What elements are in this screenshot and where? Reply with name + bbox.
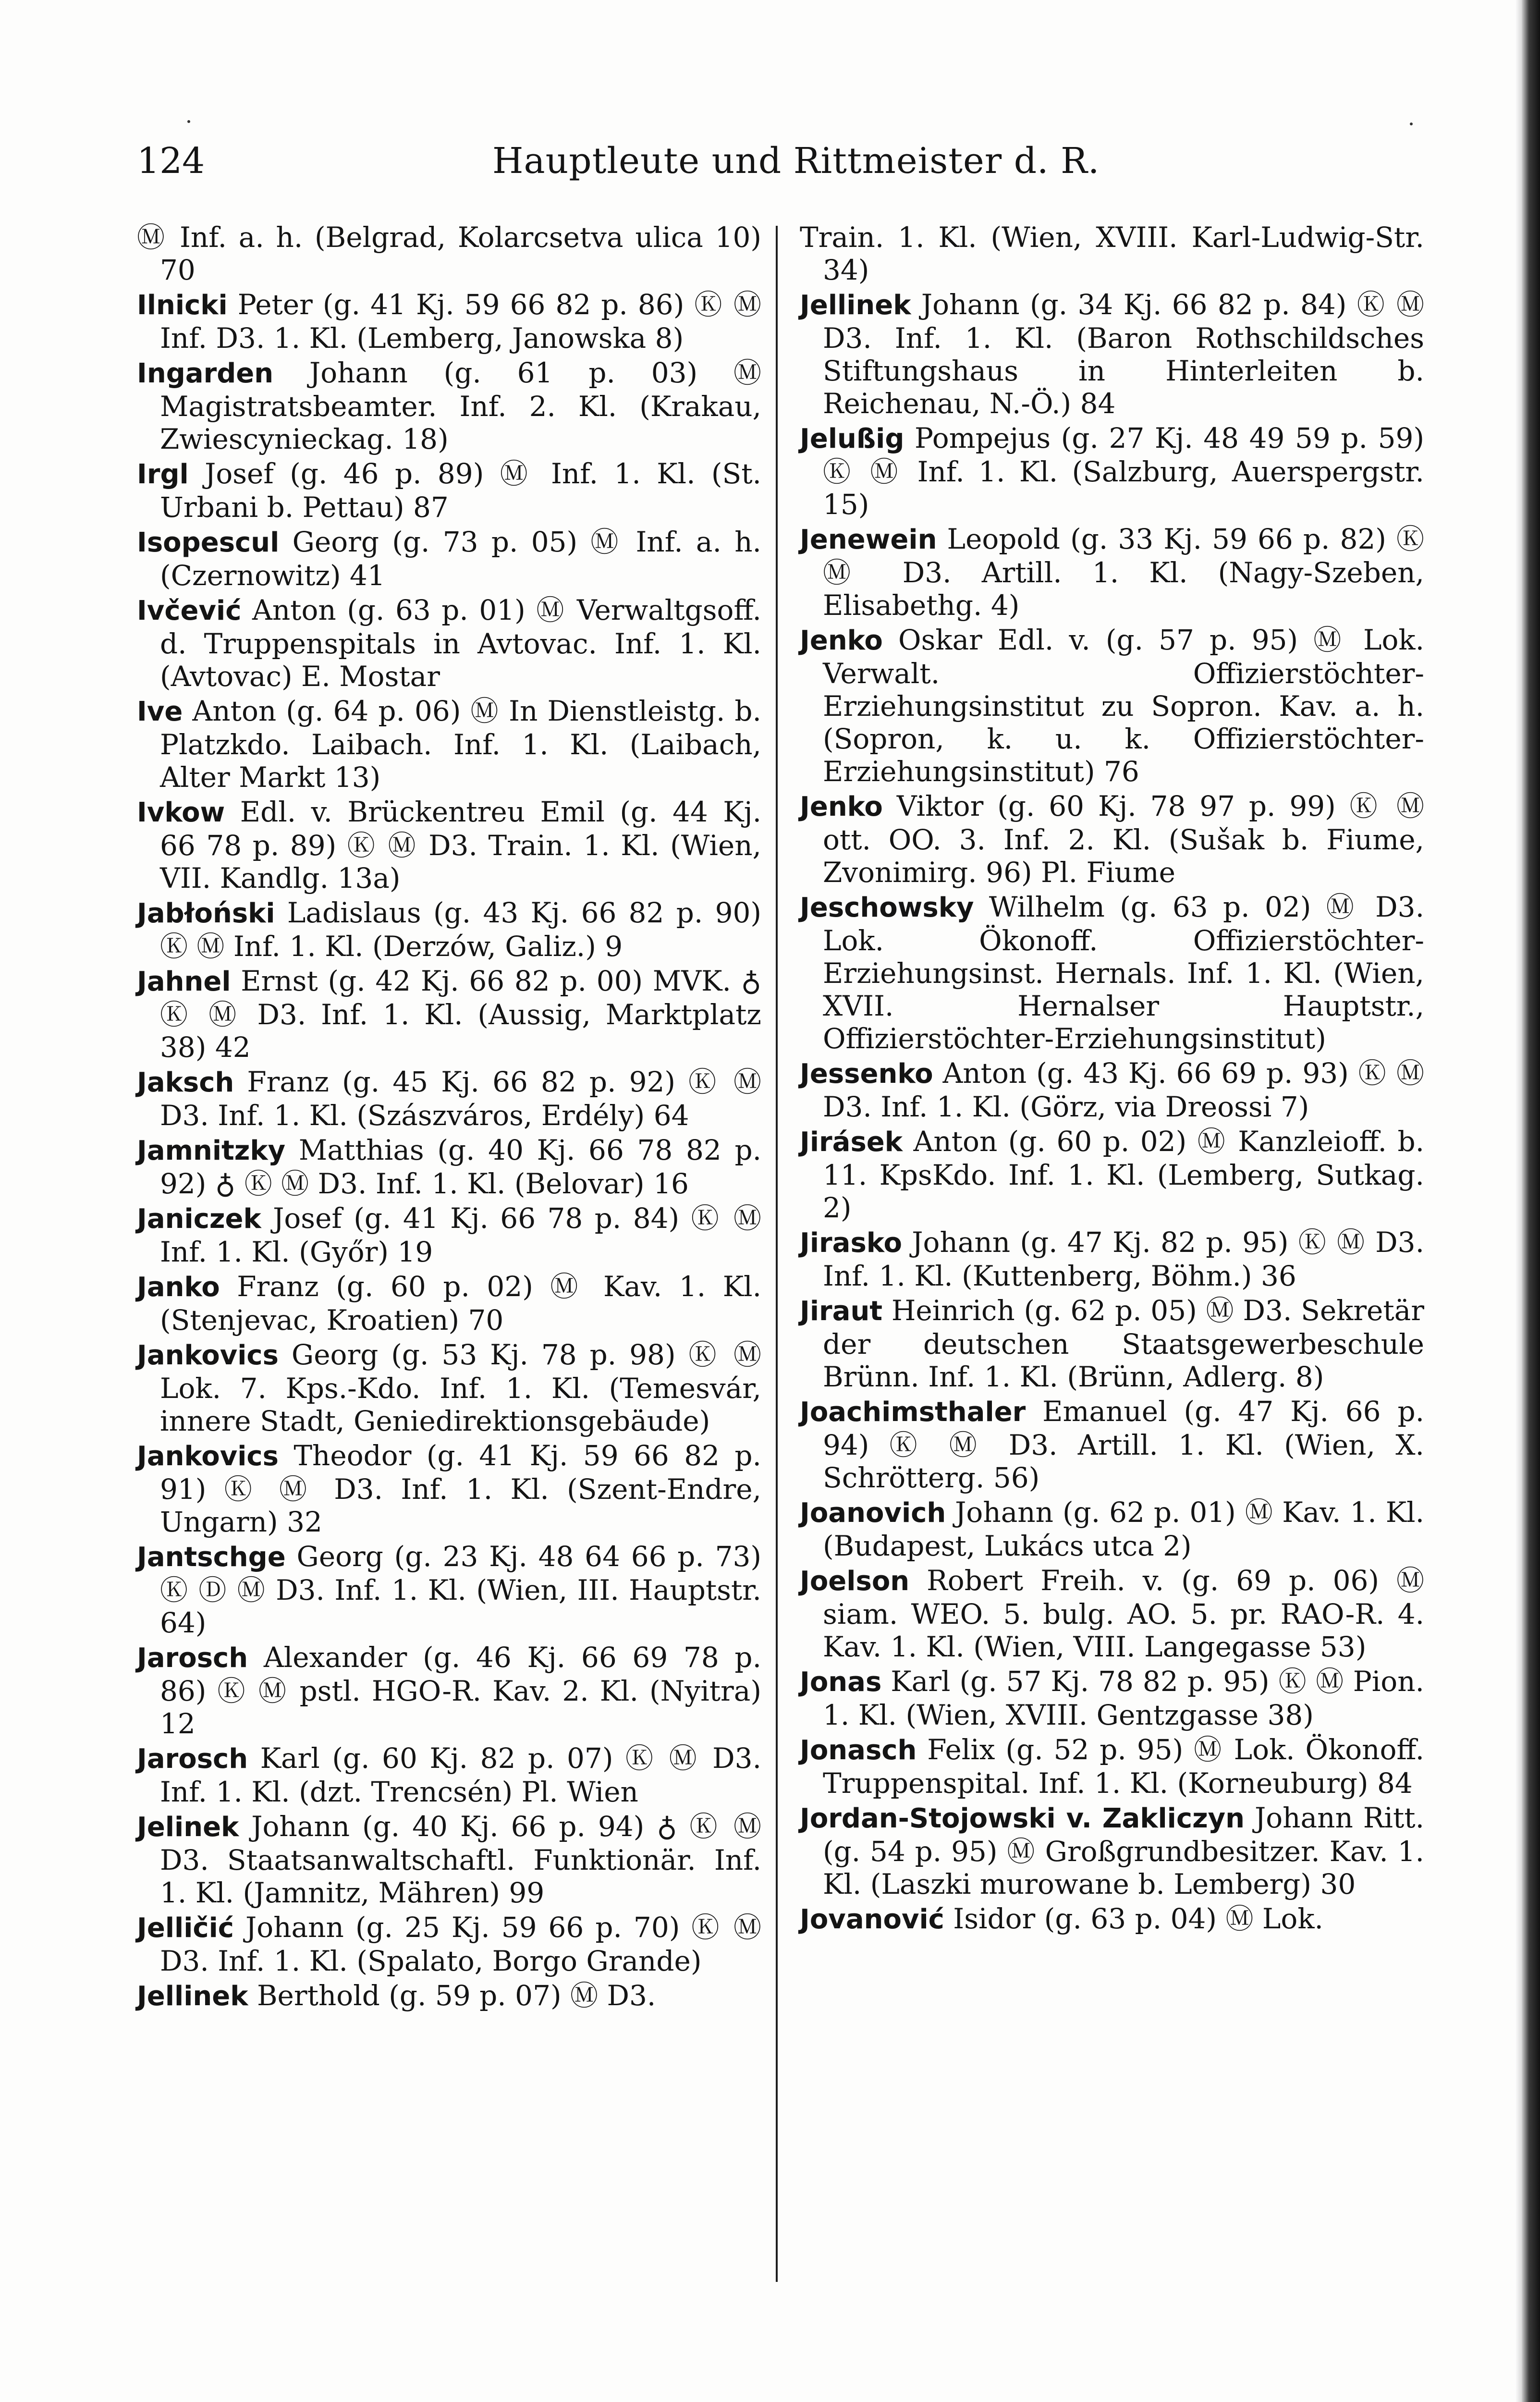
directory-entry (137, 526, 761, 592)
directory-entry (137, 1134, 761, 1200)
entry-details: Peter (g. 41 Kj. 59 66 82 p. 86) Ⓚ Ⓜ Inf. D3. 1. Kl. (Lemberg, Janowska 8) (160, 288, 761, 355)
entry-surname: Jonasch (800, 1735, 917, 1766)
directory-entry (137, 288, 761, 355)
entry-surname: Jonas (800, 1667, 882, 1698)
entry-surname: Jirasko (800, 1227, 902, 1259)
entry-details: Wilhelm (g. 63 p. 02) Ⓜ D3. Lok. Ökonoff. Offizierstöchter-Erziehungsinst. Hernals. Inf. 1. Kl. (Wien, XVII. Hernalser Hauptstr., Offizierstöchter-Erziehungsinstitut) (823, 891, 1425, 1055)
entry-surname: Jenko (800, 791, 883, 822)
directory-entry (800, 624, 1424, 788)
entry-details: Alexander (g. 46 Kj. 66 69 78 p. 86) Ⓚ Ⓜ pstl. HGO-R. Kav. 2. Kl. (Nyitra) 12 (160, 1641, 761, 1740)
entry-details: Edl. v. Brückentreu Emil (g. 44 Kj. 66 78 p. 89) Ⓚ Ⓜ D3. Train. 1. Kl. (Wien, VII. Kandlg. 13a) (160, 796, 762, 895)
entry-surname: Jarosch (137, 1642, 248, 1674)
entry-surname: Ive (137, 696, 183, 727)
left-column (137, 221, 761, 2015)
scan-speck (1410, 123, 1413, 125)
entry-surname: Jabłoński (137, 898, 275, 929)
entry-details: Anton (g. 60 p. 02) Ⓜ Kanzleioff. b. 11. KpsKdo. Inf. 1. Kl. (Lemberg, Sutkag. 2) (823, 1125, 1425, 1224)
directory-entry (137, 1641, 761, 1740)
entry-surname: Jellinek (137, 1981, 248, 2012)
directory-entry (137, 1979, 761, 2013)
entry-surname: Jaksch (137, 1067, 234, 1098)
directory-entry (137, 356, 761, 455)
page-number: 124 (137, 140, 205, 182)
entry-details: Johann (g. 47 Kj. 82 p. 95) Ⓚ Ⓜ D3. Inf. 1. Kl. (Kuttenberg, Böhm.) 36 (823, 1226, 1425, 1292)
directory-entry (800, 1733, 1424, 1800)
entry-surname: Ingarden (137, 358, 274, 389)
directory-entry (137, 1066, 761, 1132)
entry-surname: Jovanović (800, 1904, 944, 1935)
entry-surname: Jelličić (137, 1912, 234, 1944)
entry-details: Johann Ritt. (g. 54 p. 95) Ⓜ Großgrundbesitzer. Kav. 1. Kl. (Laszki murowane b. Lemberg) 30 (823, 1802, 1425, 1900)
directory-entry (800, 1294, 1424, 1393)
entry-surname: Jellinek (800, 290, 911, 321)
entry-details: Franz (g. 45 Kj. 66 82 p. 92) Ⓚ Ⓜ D3. Inf. 1. Kl. (Szászváros, Erdély) 64 (160, 1066, 761, 1132)
entry-details: Pompejus (g. 27 Kj. 48 49 59 p. 59) Ⓚ Ⓜ Inf. 1. Kl. (Salzburg, Auerspergstr. 15) (823, 422, 1424, 521)
entry-surname: Jelinek (137, 1812, 239, 1843)
entry-surname: Jeschowsky (800, 892, 974, 923)
entry-details: Anton (g. 43 Kj. 66 69 p. 93) Ⓚ Ⓜ D3. Inf. 1. Kl. (Görz, via Dreossi 7) (823, 1057, 1424, 1123)
entry-surname: Ivkow (137, 797, 225, 828)
entry-details: Theodor (g. 41 Kj. 59 66 82 p. 91) Ⓚ Ⓜ D3. Inf. 1. Kl. (Szent-Endre, Ungarn) 32 (160, 1439, 761, 1538)
directory-entry (800, 1226, 1424, 1292)
directory-entry (800, 1496, 1424, 1562)
entry-details: Emanuel (g. 47 Kj. 66 p. 94) Ⓚ Ⓜ D3. Artill. 1. Kl. (Wien, X. Schrötterg. 56) (823, 1395, 1425, 1494)
directory-entry (800, 288, 1424, 420)
directory-entry (137, 695, 761, 794)
directory-entry (800, 1395, 1424, 1494)
directory-entry (137, 796, 761, 895)
entry-surname: Jantschge (137, 1542, 286, 1573)
directory-entry (137, 1270, 761, 1336)
entry-surname: Ivčević (137, 595, 242, 626)
entry-surname: Jarosch (137, 1743, 248, 1775)
scan-speck (187, 120, 190, 123)
entry-details: Johann (g. 61 p. 03) Ⓜ Magistratsbeamter. Inf. 2. Kl. (Krakau, Zwiescynieckag. 18) (160, 356, 761, 455)
directory-entry (137, 1742, 761, 1808)
directory-entry (800, 891, 1424, 1055)
entry-surname: Joelson (800, 1566, 910, 1597)
page-binding-edge (1522, 0, 1540, 2402)
entry-surname: Jessenko (800, 1058, 933, 1090)
directory-entry (800, 422, 1424, 521)
directory-entry (137, 1338, 761, 1437)
entry-details: Franz (g. 60 p. 02) Ⓜ Kav. 1. Kl. (Stenjevac, Kroatien) 70 (160, 1270, 762, 1336)
entry-surname: Jankovics (137, 1441, 279, 1472)
entry-surname: Ilnicki (137, 290, 228, 321)
running-title: Hauptleute und Rittmeister d. R. (492, 140, 1100, 182)
directory-entry (800, 1902, 1424, 1936)
entry-surname: Janko (137, 1272, 220, 1303)
entry-surname: Irgl (137, 459, 189, 490)
entry-details: Viktor (g. 60 Kj. 78 97 p. 99) Ⓚ Ⓜ ott. OO. 3. Inf. 2. Kl. (Sušak b. Fiume, Zvonimirg. 96) Pl. Fiume (823, 790, 1425, 889)
entry-surname: Isopescul (137, 527, 280, 558)
entry-surname: Joanovich (800, 1497, 946, 1529)
entry-surname: Jahnel (137, 966, 231, 997)
entry-details: Anton (g. 64 p. 06) Ⓜ In Dienstleistg. b. Platzkdo. Laibach. Inf. 1. Kl. (Laibach, Alter Markt 13) (160, 695, 761, 794)
directory-entry (137, 221, 761, 286)
entry-details: Johann (g. 40 Kj. 66 p. 94) ♁ Ⓚ Ⓜ D3. Staatsanwaltschaftl. Funktionär. Inf. 1. Kl. (Jamnitz, Mähren) 99 (160, 1810, 762, 1909)
entry-surname: Jenko (800, 625, 883, 656)
entry-surname: Jelußig (800, 423, 904, 454)
entry-details: Ⓜ Inf. a. h. (Belgrad, Kolarcsetva ulica 10) 70 (137, 221, 761, 286)
entry-details: Josef (g. 41 Kj. 66 78 p. 84) Ⓚ Ⓜ Inf. 1. Kl. (Győr) 19 (160, 1202, 761, 1268)
page-header (137, 140, 1266, 193)
entry-details: Ladislaus (g. 43 Kj. 66 82 p. 90) Ⓚ Ⓜ Inf. 1. Kl. (Derzów, Galiz.) 9 (160, 896, 762, 963)
entry-details: Oskar Edl. v. (g. 57 p. 95) Ⓜ Lok. Verwalt. Offizierstöchter-Erziehungsinstitut zu Sopron. Kav. a. h. (Sopron, k. u. k. Offizierstöchter-Erziehungsinstitut) 76 (823, 624, 1425, 788)
directory-entry (800, 1665, 1424, 1731)
entry-details: Georg (g. 23 Kj. 48 64 66 p. 73) Ⓚ Ⓓ Ⓜ D3. Inf. 1. Kl. (Wien, III. Hauptstr. 64) (160, 1540, 761, 1639)
directory-entry (137, 457, 761, 524)
entry-details: Leopold (g. 33 Kj. 59 66 p. 82) Ⓚ Ⓜ D3. Artill. 1. Kl. (Nagy-Szeben, Elisabethg. 4) (823, 523, 1425, 622)
directory-entry (800, 1564, 1424, 1663)
directory-entry (137, 1202, 761, 1268)
directory-entry (800, 1802, 1424, 1900)
entry-details: Robert Freih. v. (g. 69 p. 06) Ⓜ siam. WEO. 5. bulg. AO. 5. pr. RAO-R. 4. Kav. 1. Kl. (Wien, VIII. Langegasse 53) (823, 1564, 1425, 1663)
directory-entry (137, 1439, 761, 1538)
entry-details: Felix (g. 52 p. 95) Ⓜ Lok. Ökonoff. Truppenspital. Inf. 1. Kl. (Korneuburg) 84 (823, 1733, 1424, 1800)
entry-surname: Jordan-Stojowski v. Zakliczyn (800, 1803, 1245, 1834)
entry-details: Karl (g. 57 Kj. 78 82 p. 95) Ⓚ Ⓜ Pion. 1. Kl. (Wien, XVIII. Gentzgasse 38) (823, 1665, 1424, 1731)
entry-details: Georg (g. 53 Kj. 78 p. 98) Ⓚ Ⓜ Lok. 7. Kps.-Kdo. Inf. 1. Kl. (Temesvár, innere Stadt, Geniedirektionsgebäude) (160, 1338, 761, 1437)
entry-details: Ernst (g. 42 Kj. 66 82 p. 00) MVK. ♁ Ⓚ Ⓜ D3. Inf. 1. Kl. (Aussig, Marktplatz 38) 42 (160, 965, 761, 1064)
entry-surname: Jankovics (137, 1340, 279, 1371)
column-rule (776, 226, 778, 2282)
entry-details: Josef (g. 46 p. 89) Ⓜ Inf. 1. Kl. (St. Urbani b. Pettau) 87 (160, 457, 761, 524)
entry-details: Johann (g. 25 Kj. 59 66 p. 70) Ⓚ Ⓜ D3. Inf. 1. Kl. (Spalato, Borgo Grande) (160, 1911, 761, 1977)
directory-entry (800, 1125, 1424, 1224)
directory-entry (800, 523, 1424, 622)
entry-surname: Jenewein (800, 524, 937, 555)
directory-entry (137, 1540, 761, 1639)
directory-entry (800, 790, 1424, 889)
entry-details: Georg (g. 73 p. 05) Ⓜ Inf. a. h. (Czernowitz) 41 (160, 526, 761, 592)
directory-entry (137, 896, 761, 963)
entry-surname: Jamnitzky (137, 1135, 286, 1166)
entry-details: Train. 1. Kl. (Wien, XVIII. Karl-Ludwig-Str. 34) (800, 221, 1424, 286)
directory-entry (137, 965, 761, 1064)
entry-surname: Janiczek (137, 1203, 261, 1235)
directory-entry (800, 1057, 1424, 1123)
directory-entry (800, 221, 1424, 286)
entry-surname: Jirásek (800, 1127, 903, 1158)
directory-entry (137, 1911, 761, 1977)
page-edge-shadow (1515, 0, 1522, 2402)
entry-surname: Jiraut (800, 1296, 883, 1327)
entry-details: Heinrich (g. 62 p. 05) Ⓜ D3. Sekretär der deutschen Staatsgewerbeschule Brünn. Inf. 1. Kl. (Brünn, Adlerg. 8) (823, 1294, 1424, 1393)
entry-details: Matthias (g. 40 Kj. 66 78 82 p. 92) ♁ Ⓚ Ⓜ D3. Inf. 1. Kl. (Belovar) 16 (160, 1134, 762, 1200)
entry-details: Johann (g. 62 p. 01) Ⓜ Kav. 1. Kl. (Budapest, Lukács utca 2) (823, 1496, 1425, 1562)
entry-details: Johann (g. 34 Kj. 66 82 p. 84) Ⓚ Ⓜ D3. Inf. 1. Kl. (Baron Rothschildsches Stiftungshaus in Hinterleiten b. Reichenau, N.-Ö.) 84 (823, 288, 1424, 420)
right-column (800, 221, 1424, 1938)
entry-details: Karl (g. 60 Kj. 82 p. 07) Ⓚ Ⓜ D3. Inf. 1. Kl. (dzt. Trencsén) Pl. Wien (160, 1742, 762, 1808)
entry-surname: Joachimsthaler (800, 1397, 1026, 1428)
entry-details: Isidor (g. 63 p. 04) Ⓜ Lok. (953, 1902, 1323, 1935)
entry-details: Berthold (g. 59 p. 07) Ⓜ D3. (257, 1979, 656, 2012)
directory-entry (137, 1810, 761, 1909)
directory-entry (137, 594, 761, 693)
entry-details: Anton (g. 63 p. 01) Ⓜ Verwaltgsoff. d. Truppenspitals in Avtovac. Inf. 1. Kl. (Avtovac) E. Mostar (160, 594, 761, 693)
